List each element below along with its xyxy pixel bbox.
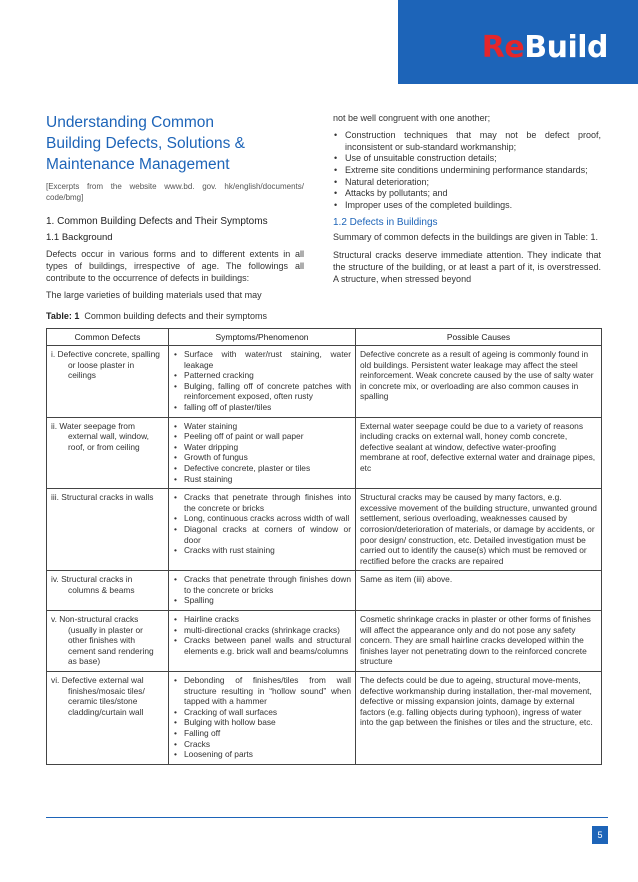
article-title: Understanding Common Building Defects, Solutions & Maintenance Management <box>46 114 246 173</box>
symptom-item: • Water staining <box>173 421 351 432</box>
header-common-defects: Common Defects <box>47 329 169 346</box>
defect-name: iv. Structural cracks in columns & beams <box>51 574 135 595</box>
symptom-list <box>173 421 351 485</box>
symptom-item: • Diagonal cracks at corners of window or door <box>173 524 351 545</box>
table-row <box>47 672 602 765</box>
summary-paragraph: Summary of common defects in the buildings are given in Table: 1. <box>333 232 598 243</box>
symptom-item: • Growth of fungus <box>173 452 351 463</box>
symptom-list <box>173 349 351 413</box>
brand-banner <box>398 0 638 84</box>
cause-text: Defective concrete as a result of ageing is commonly found in old buildings. Persistent water leakage may affect the steel reinforcement. Weak concrete caused by the use of salty water in concrete mix, or overloading are also common causes in spalling <box>356 346 602 418</box>
list-item: • Attacks by pollutants; and <box>333 188 601 200</box>
excerpt-source: [Excerpts from the website www.bd. gov. hk/english/documents/ code/bmg] <box>46 182 304 202</box>
section-1-heading: 1. Common Building Defects and Their Symptoms <box>46 216 268 227</box>
symptom-list <box>173 675 351 760</box>
causes-list <box>333 130 601 211</box>
defects-table <box>46 328 602 765</box>
table-row <box>47 417 602 489</box>
symptom-item: • Cracks that penetrate through finishes into the concrete or bricks <box>173 492 351 513</box>
cause-text: Cosmetic shrinkage cracks in plaster or other forms of finishes will affect the appearance only and do not pose any safety concern. They are small hairline cracks developed within the finishes layer not penetrating down to the reinforced concrete structure <box>356 611 602 672</box>
page-header <box>0 0 638 96</box>
symptom-item: • falling off of plaster/tiles <box>173 402 351 413</box>
defect-name: v. Non-structural cracks (usually in plaster or other finishes with cement sand rendering as base) <box>51 614 154 667</box>
symptom-item: • Bulging with hollow base <box>173 717 351 728</box>
header-possible-causes: Possible Causes <box>356 329 602 346</box>
symptom-item: • Hairline cracks <box>173 614 351 625</box>
background-paragraph: Defects occur in various forms and to different extents in all types of buildings, irrespective of age. The followings all contribute to the occurrence of defects in buildings: <box>46 249 304 284</box>
table-row <box>47 571 602 611</box>
cause-text: Structural cracks may be caused by many factors, e.g. excessive movement of the building structure, unwanted ground settlement, serious overloading, weaknesses caused by corrosion/deterioration of materials, or damage by accidents, or poor design/ construction, etc. Detailed investigation must be carried out to identify the cause(s) which must be removed or rectified before the cracks are repaired <box>356 489 602 571</box>
page-number: 5 <box>592 826 608 844</box>
symptom-item: • Defective concrete, plaster or tiles <box>173 463 351 474</box>
header-symptoms: Symptoms/Phenomenon <box>169 329 356 346</box>
list-item: • Natural deterioration; <box>333 177 601 189</box>
left-column <box>46 112 304 301</box>
symptom-item: • Water dripping <box>173 442 351 453</box>
list-item: • Construction techniques that may not be defect proof, inconsistent or sub-standard workmanship; <box>333 130 601 153</box>
symptom-item: • Bulging, falling off of concrete patches with reinforcement exposed, often rusty <box>173 381 351 402</box>
defect-name: i. Defective concrete, spalling or loose plaster in ceilings <box>51 349 160 381</box>
defect-name: vi. Defective external wal finishes/mosaic tiles/ ceramic tiles/stone cladding/curtain wall <box>51 675 145 717</box>
symptom-item: • Cracks between panel walls and structural elements e.g. brick wall and beams/columns <box>173 635 351 656</box>
symptom-item: • Peeling off of paint or wall paper <box>173 431 351 442</box>
table-row <box>47 489 602 571</box>
defect-name: ii. Water seepage from external wall, window, roof, or from ceiling <box>51 420 149 452</box>
cause-text: Same as item (iii) above. <box>356 571 602 611</box>
symptom-item: • Rust staining <box>173 474 351 485</box>
symptom-item: • Surface with water/rust staining, water leakage <box>173 349 351 370</box>
section-1-2-heading: 1.2 Defects in Buildings <box>333 217 438 229</box>
continued-paragraph: not be well congruent with one another; <box>333 113 491 123</box>
symptom-list <box>173 614 351 656</box>
defect-name: iii. Structural cracks in walls <box>51 492 154 503</box>
symptom-item: • Debonding of finishes/tiles from wall structure resulting in “hollow sound” when tapped with a hammer <box>173 675 351 707</box>
table-row <box>47 611 602 672</box>
structural-cracks-paragraph: Structural cracks deserve immediate attention. They indicate that the structure of the building, or at least a part of it, is overstressed. A structure, when stressed beyond <box>333 249 601 284</box>
symptom-item: • Spalling <box>173 595 351 606</box>
symptom-list <box>173 492 351 556</box>
symptom-item: • Cracks that penetrate through finishes down to the concrete or bricks <box>173 574 351 595</box>
table-row <box>47 346 602 418</box>
list-item: • Improper uses of the completed buildings. <box>333 200 601 212</box>
cause-text: The defects could be due to ageing, structural move-ments, defective workmanship during installation, ther-mal movement, defective or missing expansion joints, damage by external factors (e.g. falling objects during typhoon), ingress of water into the gap between the finishes or tiles and the structure, etc. <box>356 672 602 765</box>
symptom-item: • Long, continuous cracks across width of wall <box>173 513 351 524</box>
symptom-item: • Loosening of parts <box>173 749 351 760</box>
right-column <box>333 112 601 285</box>
list-item: • Use of unsuitable construction details; <box>333 153 601 165</box>
materials-paragraph: The large varieties of building materials used that may <box>46 289 262 300</box>
symptom-item: • Falling off <box>173 728 351 739</box>
symptom-list <box>173 574 351 606</box>
symptom-item: • Cracks with rust staining <box>173 545 351 556</box>
symptom-item: • Cracking of wall surfaces <box>173 707 351 718</box>
section-1-1-heading: 1.1 Background <box>46 232 113 243</box>
table-header-row <box>47 329 602 346</box>
cause-text: External water seepage could be due to a variety of reasons including cracks on external wall, honey comb concrete, defective sealant at window, defective water-proofing membrane at roof, defective external water and drainage pipes, etc <box>356 417 602 489</box>
footer-rule <box>46 817 608 818</box>
rebuild-logo: ReBuild <box>481 30 608 65</box>
symptom-item: • multi-directional cracks (shrinkage cracks) <box>173 625 351 636</box>
symptom-item: • Patterned cracking <box>173 370 351 381</box>
list-item: • Extreme site conditions undermining performance standards; <box>333 165 601 177</box>
symptom-item: • Cracks <box>173 739 351 750</box>
table-caption: Table: 1 Common building defects and their symptoms <box>46 311 267 321</box>
